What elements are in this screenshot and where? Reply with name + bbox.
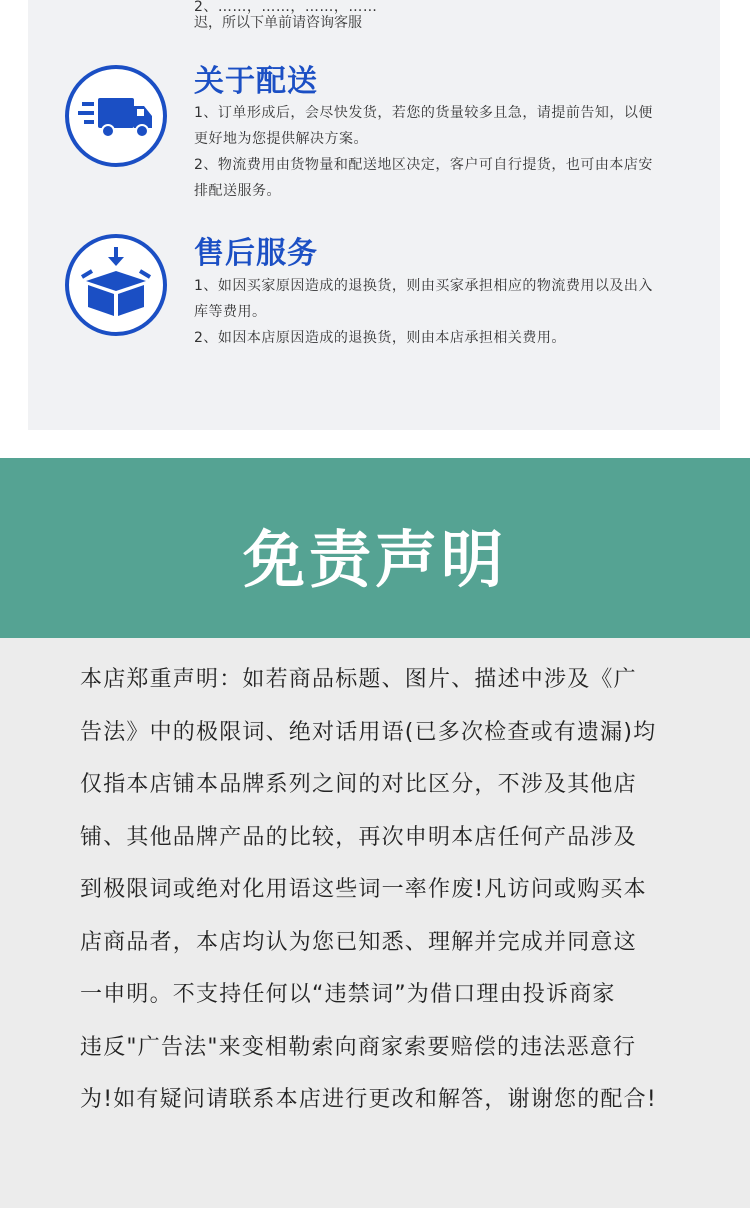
- after-sales-line: 1、如因买家原因造成的退换货，则由买家承担相应的物流费用以及出入: [194, 278, 653, 294]
- disclaimer-line: 到极限词或绝对化用语这些词一率作废!凡访问或购买本: [80, 877, 647, 902]
- after-sales-line: 2、如因本店原因造成的退换货，则由本店承担相关费用。: [194, 330, 566, 346]
- disclaimer-line: 为!如有疑问请联系本店进行更改和解答，谢谢您的配合!: [80, 1087, 657, 1112]
- disclaimer-line: 告法》中的极限词、绝对话用语(已多次检查或有遗漏)均: [80, 720, 657, 745]
- after-sales-title: 售后服务: [194, 236, 318, 271]
- disclaimer-line: 本店郑重声明：如若商品标题、图片、描述中涉及《广: [80, 667, 637, 692]
- disclaimer-heading: 免责声明: [242, 523, 507, 596]
- disclaimer-line: 铺、其他品牌产品的比较，再次申明本店任何产品涉及: [80, 825, 637, 850]
- truck-icon: [64, 64, 168, 168]
- delivery-line: 排配送服务。: [194, 183, 281, 199]
- delivery-line: 1、订单形成后，会尽快发货，若您的货量较多且急，请提前告知，以便: [194, 105, 653, 121]
- disclaimer-line: 一申明。不支持任何以“违禁词”为借口理由投诉商家: [80, 982, 616, 1007]
- after-sales-line: 库等费用。: [194, 304, 267, 320]
- disclaimer-line: 店商品者，本店均认为您已知悉、理解并完成并同意这: [80, 930, 637, 955]
- cutoff-text-line: 2、……，……，……，……: [194, 0, 378, 15]
- delivery-line: 2、物流费用由货物量和配送地区决定，客户可自行提货，也可由本店安: [194, 157, 653, 173]
- disclaimer-line: 仅指本店铺本品牌系列之间的对比区分，不涉及其他店: [80, 772, 637, 797]
- delivery-title: 关于配送: [194, 64, 318, 99]
- box-icon: [64, 233, 168, 337]
- disclaimer-line: 违反"广告法"来变相勒索向商家索要赔偿的违法恶意行: [80, 1035, 637, 1060]
- cutoff-text-line: 迟，所以下单前请咨询客服: [194, 15, 362, 31]
- delivery-line: 更好地为您提供解决方案。: [194, 131, 368, 147]
